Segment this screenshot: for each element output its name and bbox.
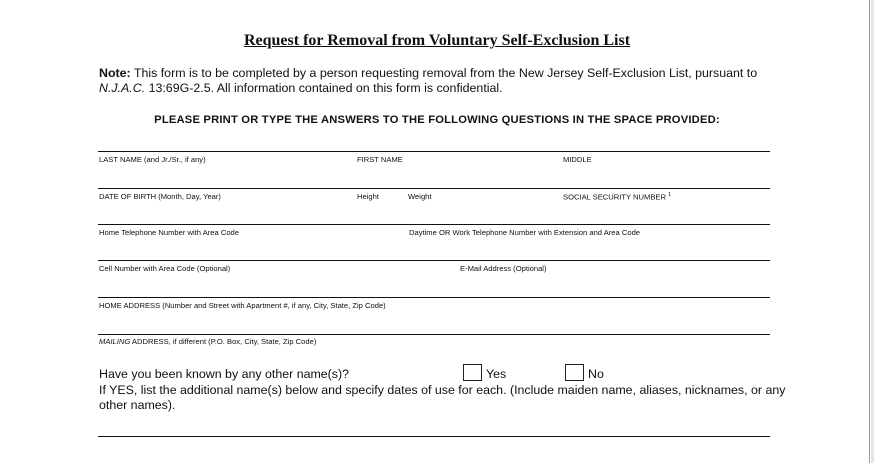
label-ssn-footnote: 1 — [668, 192, 672, 198]
rule-row-3 — [98, 224, 770, 225]
rule-other-names-1 — [98, 436, 770, 437]
note-text-1: This form is to be completed by a person requesting removal from the New Jersey Self-Exclusion List, pursuant to — [130, 66, 758, 80]
note-text-2: 13:69G-2.5. All information contained on this form is confidential. — [145, 81, 503, 95]
page-edge-line — [869, 0, 870, 463]
other-names-question: Have you been known by any other name(s)? — [99, 367, 350, 381]
rule-row-2 — [98, 188, 770, 189]
label-ssn-text: SOCIAL SECURITY NUMBER — [563, 192, 666, 202]
label-weight: Weight — [408, 192, 432, 201]
note-citation: N.J.A.C. — [99, 81, 146, 95]
rule-row-6 — [98, 334, 770, 335]
rule-row-4 — [98, 260, 770, 261]
label-mailing-address — [99, 337, 316, 346]
form-title: Request for Removal from Voluntary Self-Exclusion List — [243, 32, 631, 49]
no-checkbox[interactable] — [565, 364, 584, 381]
label-home-phone: Home Telephone Number with Area Code — [99, 228, 240, 237]
label-mailing-rest: ADDRESS, if different (P.O. Box, City, State, Zip Code) — [130, 337, 317, 346]
other-names-instructions: If YES, list the additional name(s) below and specify dates of use for each. (Include maiden name, aliases, nicknames, or any other names). — [99, 383, 786, 412]
label-height: Height — [357, 192, 379, 201]
label-work-phone: Daytime OR Work Telephone Number with Extension and Area Code — [409, 228, 641, 237]
note-paragraph — [99, 66, 789, 96]
label-middle: MIDDLE — [563, 155, 592, 164]
rule-row-1 — [98, 151, 770, 152]
instruction-heading: PLEASE PRINT OR TYPE THE ANSWERS TO THE FOLLOWING QUESTIONS IN THE SPACE PROVIDED: — [154, 114, 720, 126]
label-dob: DATE OF BIRTH (Month, Day, Year) — [99, 192, 221, 201]
label-last-name: LAST NAME (and Jr./Sr., if any) — [99, 155, 206, 164]
label-mailing-prefix: MAILING — [99, 337, 131, 346]
label-home-address: HOME ADDRESS (Number and Street with Apartment #, if any, City, State, Zip Code) — [99, 301, 386, 310]
label-first-name: FIRST NAME — [357, 155, 403, 164]
yes-label: Yes — [486, 367, 507, 381]
label-cell: Cell Number with Area Code (Optional) — [99, 264, 231, 273]
label-ssn — [563, 192, 671, 202]
yes-checkbox[interactable] — [463, 364, 482, 381]
note-label: Note: — [99, 66, 131, 80]
label-email: E-Mail Address (Optional) — [460, 264, 547, 273]
no-label: No — [588, 367, 604, 381]
rule-row-5 — [98, 297, 770, 298]
